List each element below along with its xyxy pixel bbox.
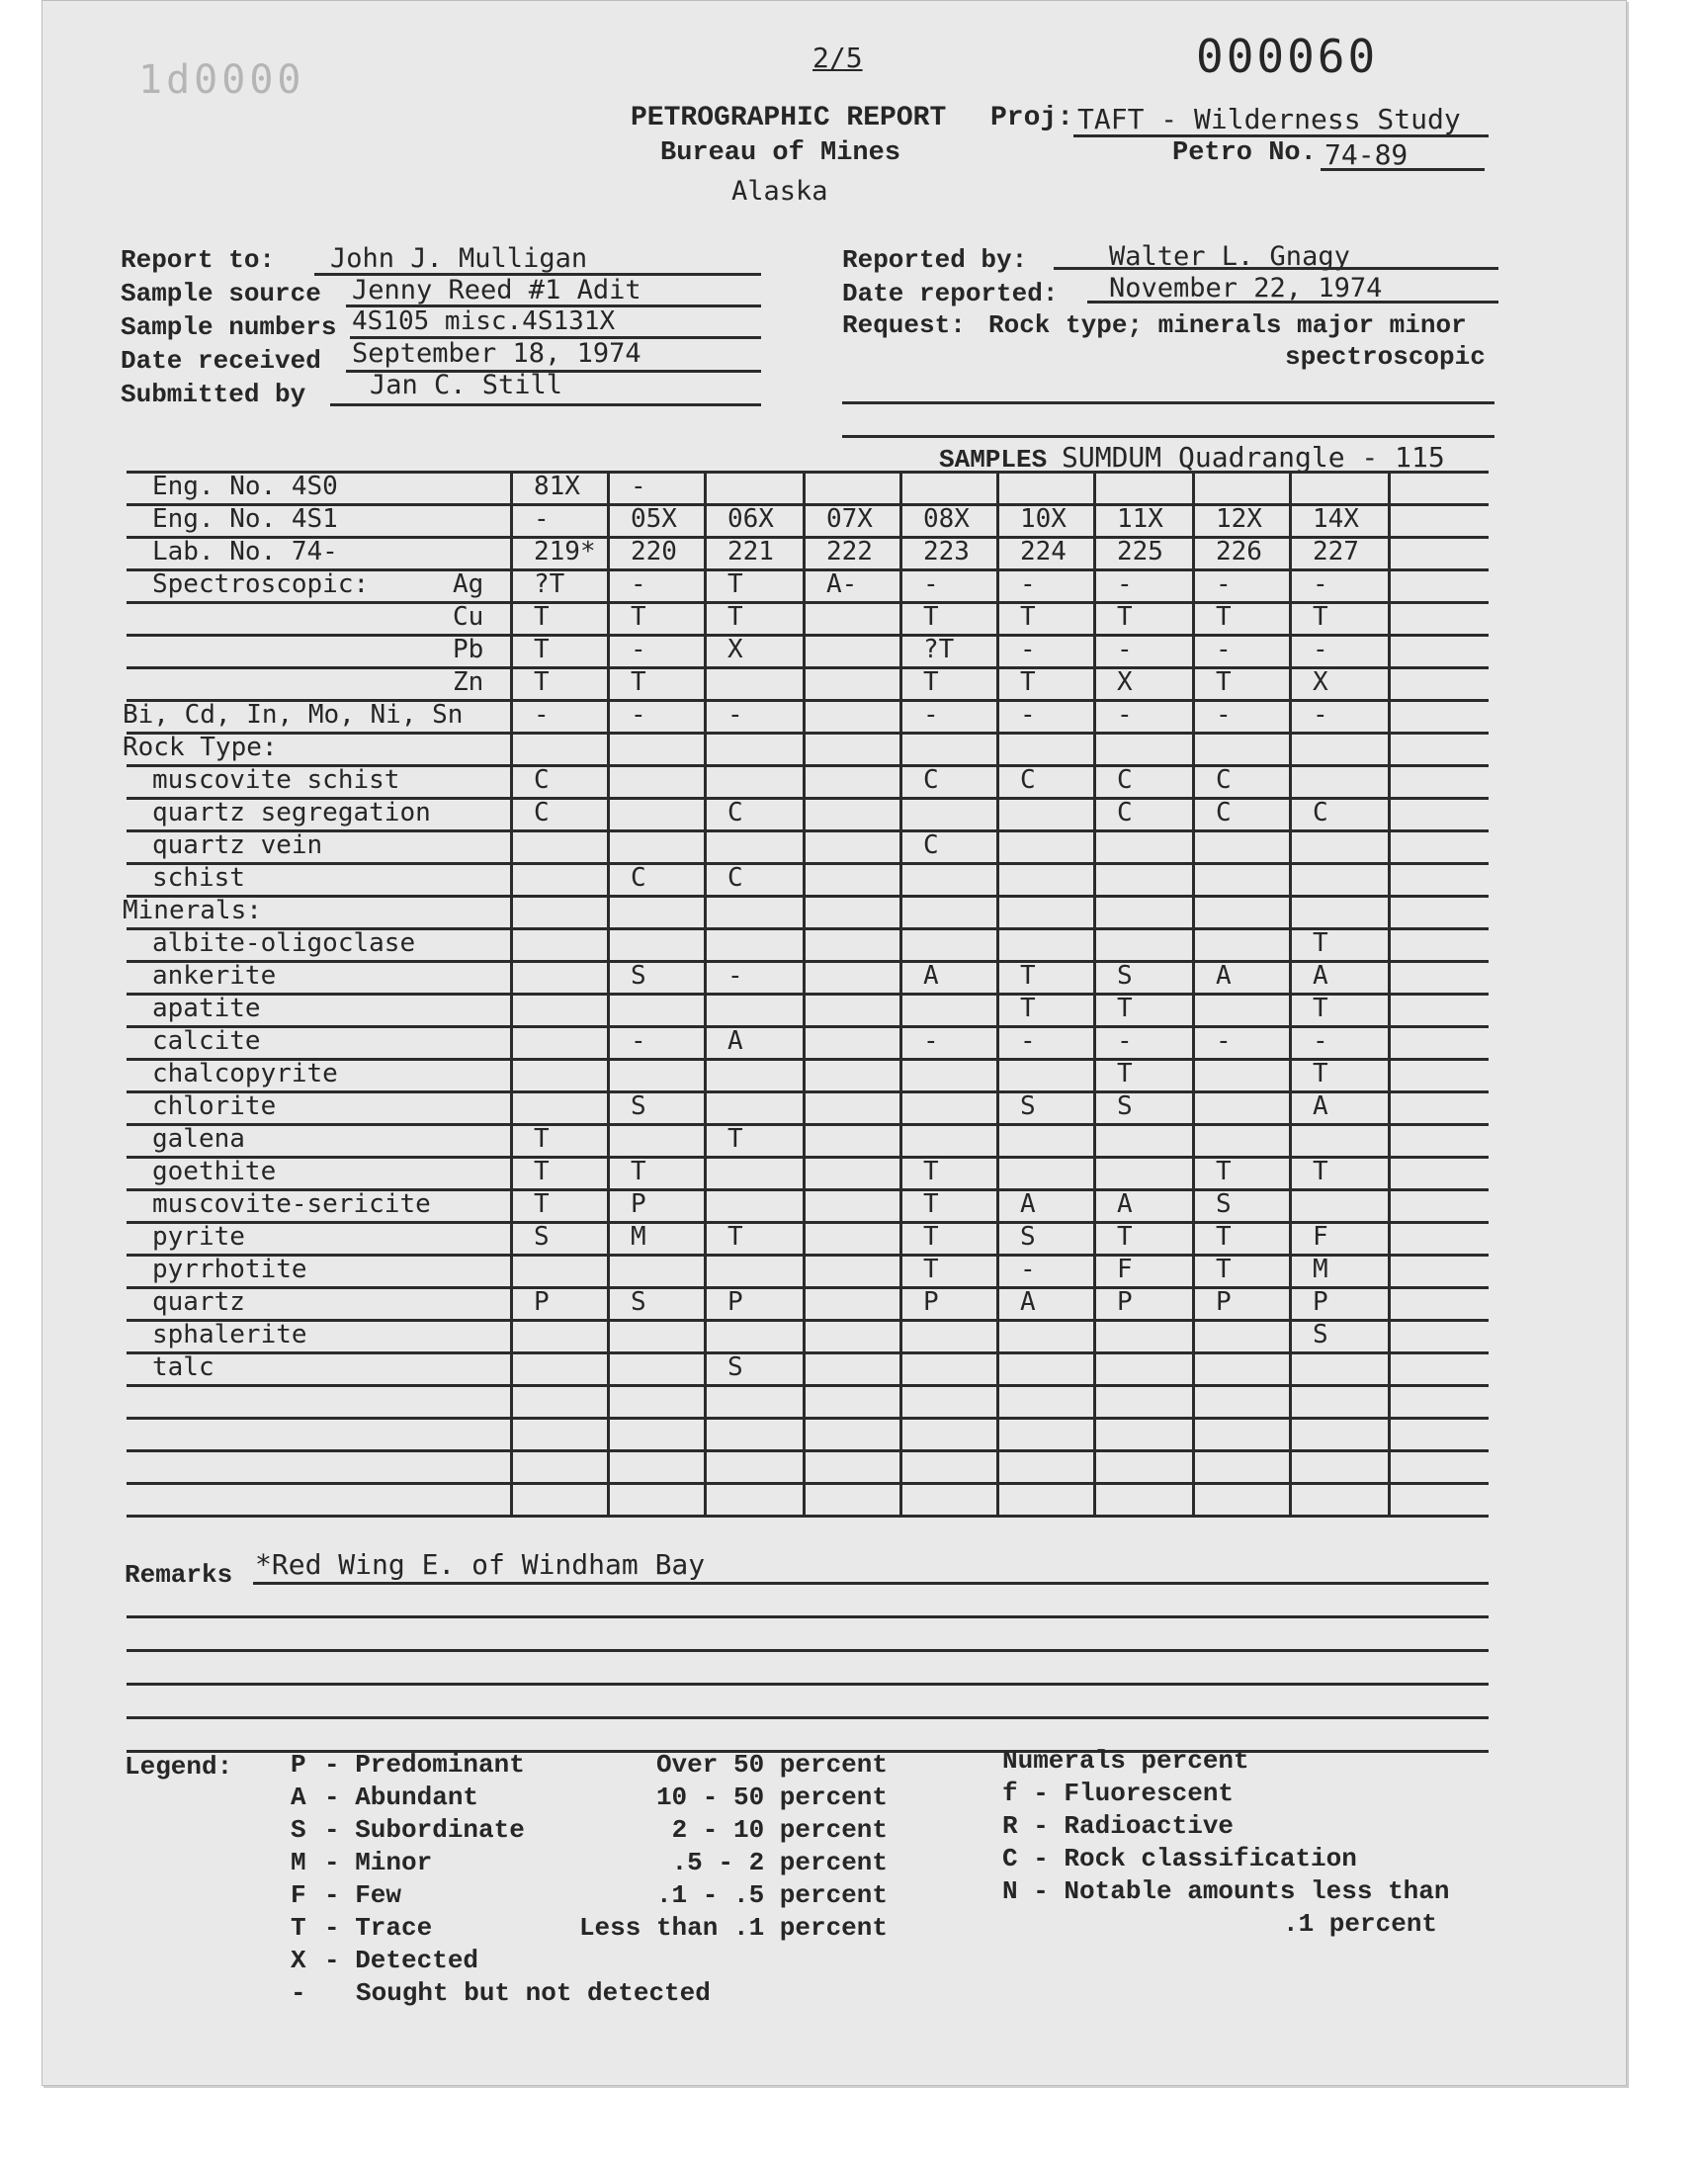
table-cell: T bbox=[923, 1157, 939, 1186]
row-rule bbox=[127, 1319, 1489, 1322]
table-cell: T bbox=[1216, 602, 1232, 632]
table-cell: - bbox=[1020, 1255, 1036, 1284]
table-cell: C bbox=[534, 765, 550, 795]
table-cell: T bbox=[1020, 961, 1036, 991]
table-cell: - bbox=[631, 635, 646, 664]
remarks-text: *Red Wing E. of Windham Bay bbox=[255, 1548, 706, 1581]
request-line-1: Rock type; minerals major minor bbox=[988, 310, 1467, 340]
faded-stamp: 1d0000 bbox=[138, 57, 305, 103]
table-cell: 223 bbox=[923, 537, 970, 566]
proj-label: Proj: bbox=[990, 103, 1074, 133]
table-cell: S bbox=[631, 1287, 646, 1317]
table-cell: T bbox=[1313, 1157, 1328, 1186]
table-cell: A bbox=[1216, 961, 1232, 991]
table-cell: P bbox=[923, 1287, 939, 1317]
report-to-label: Report to: bbox=[121, 245, 276, 275]
table-cell: T bbox=[534, 1189, 550, 1219]
row-label: quartz bbox=[152, 1287, 245, 1317]
petro-value: 74-89 bbox=[1324, 138, 1409, 171]
date-reported-label: Date reported: bbox=[842, 279, 1059, 308]
agency: Bureau of Mines bbox=[660, 138, 901, 168]
legend-range: 10 - 50 percent bbox=[655, 1783, 888, 1812]
page-title: PETROGRAPHIC REPORT bbox=[631, 103, 947, 133]
table-cell: C bbox=[534, 798, 550, 827]
report-to: John J. Mulligan bbox=[330, 243, 588, 274]
sample-numbers-label: Sample numbers bbox=[121, 312, 337, 342]
legend-description: - Predominant bbox=[324, 1750, 525, 1780]
row-label: Eng. No. 4S0 bbox=[152, 472, 338, 501]
legend-label: Legend: bbox=[125, 1752, 233, 1782]
table-cell: - bbox=[1313, 1026, 1328, 1056]
table-cell: - bbox=[1020, 1026, 1036, 1056]
sample-source: Jenny Reed #1 Adit bbox=[352, 275, 641, 305]
sample-source-label: Sample source bbox=[121, 279, 321, 308]
table-cell: P bbox=[1117, 1287, 1133, 1317]
table-cell: - bbox=[1216, 1026, 1232, 1056]
row-rule bbox=[127, 1123, 1489, 1126]
table-cell: T bbox=[1117, 994, 1133, 1023]
legend-code: P bbox=[291, 1750, 306, 1780]
table-cell: - bbox=[923, 569, 939, 599]
legend-code: S bbox=[291, 1815, 306, 1845]
table-cell: C bbox=[1216, 798, 1232, 827]
table-cell: T bbox=[1216, 1222, 1232, 1252]
date-reported: November 22, 1974 bbox=[1109, 273, 1383, 304]
legend-range: .5 - 2 percent bbox=[671, 1848, 888, 1877]
table-cell: 221 bbox=[727, 537, 774, 566]
samples-label: SAMPLES bbox=[939, 445, 1048, 475]
submitted-by-label: Submitted by bbox=[121, 380, 306, 409]
table-cell: 224 bbox=[1020, 537, 1067, 566]
legend-range: Less than .1 percent bbox=[578, 1913, 888, 1943]
row-label: quartz segregation bbox=[152, 798, 431, 827]
row-rule bbox=[127, 666, 1489, 669]
table-cell: A bbox=[1020, 1189, 1036, 1219]
table-cell: - bbox=[631, 1026, 646, 1056]
table-cell: 08X bbox=[923, 504, 970, 534]
legend-code: - bbox=[291, 1978, 306, 2008]
table-cell: A bbox=[1313, 1091, 1328, 1121]
sample-numbers: 4S105 misc.4S131X bbox=[352, 306, 616, 336]
table-cell: T bbox=[534, 1124, 550, 1154]
samples-quadrangle: SUMDUM Quadrangle - 115 bbox=[1062, 441, 1445, 474]
element-symbol: Ag bbox=[453, 569, 484, 599]
table-cell: C bbox=[1020, 765, 1036, 795]
row-label: sphalerite bbox=[152, 1320, 307, 1349]
table-cell: 12X bbox=[1216, 504, 1262, 534]
table-cell: - bbox=[1020, 569, 1036, 599]
row-label: albite-oligoclase bbox=[152, 928, 416, 958]
element-symbol: Pb bbox=[453, 635, 484, 664]
table-cell: A bbox=[923, 961, 939, 991]
element-symbol: Zn bbox=[453, 667, 484, 697]
table-cell: A bbox=[727, 1026, 743, 1056]
table-cell: T bbox=[631, 602, 646, 632]
table-cell: C bbox=[923, 830, 939, 860]
table-cell: T bbox=[1020, 994, 1036, 1023]
table-cell: C bbox=[1313, 798, 1328, 827]
table-cell: T bbox=[534, 635, 550, 664]
legend-description: - Abundant bbox=[324, 1783, 479, 1812]
row-rule bbox=[127, 895, 1489, 898]
legend-description: - Few bbox=[324, 1880, 402, 1910]
table-cell: S bbox=[1313, 1320, 1328, 1349]
table-cell: - bbox=[727, 700, 743, 730]
row-rule bbox=[127, 1156, 1489, 1159]
reported-by: Walter L. Gnagy bbox=[1109, 241, 1350, 272]
table-cell: - bbox=[631, 472, 646, 501]
legend-description: - Trace bbox=[324, 1913, 433, 1943]
table-cell: T bbox=[1117, 602, 1133, 632]
legend-description: - Subordinate bbox=[324, 1815, 525, 1845]
blank-row-rule bbox=[127, 1515, 1489, 1518]
table-cell: 07X bbox=[826, 504, 873, 534]
table-cell: S bbox=[1020, 1091, 1036, 1121]
legend-description: - Detected bbox=[324, 1946, 479, 1975]
table-cell: T bbox=[534, 1157, 550, 1186]
table-cell: C bbox=[1216, 765, 1232, 795]
table-cell: C bbox=[631, 863, 646, 893]
row-label: pyrrhotite bbox=[152, 1255, 307, 1284]
row-label: Spectroscopic: bbox=[152, 569, 370, 599]
table-cell: S bbox=[1020, 1222, 1036, 1252]
table-cell: S bbox=[1216, 1189, 1232, 1219]
table-cell: T bbox=[727, 1222, 743, 1252]
table-cell: T bbox=[923, 1189, 939, 1219]
row-label: Bi, Cd, In, Mo, Ni, Sn bbox=[123, 700, 464, 730]
row-rule bbox=[127, 1351, 1489, 1354]
table-cell: 227 bbox=[1313, 537, 1359, 566]
row-label: Eng. No. 4S1 bbox=[152, 504, 338, 534]
legend-code: M bbox=[291, 1848, 306, 1877]
table-cell: A- bbox=[826, 569, 858, 599]
table-cell: T bbox=[1216, 1255, 1232, 1284]
table-cell: - bbox=[923, 700, 939, 730]
table-cell: P bbox=[534, 1287, 550, 1317]
region: Alaska bbox=[731, 176, 828, 207]
table-cell: - bbox=[631, 700, 646, 730]
table-cell: T bbox=[727, 1124, 743, 1154]
row-rule bbox=[127, 732, 1489, 735]
row-label: apatite bbox=[152, 994, 261, 1023]
legend-code: X bbox=[291, 1946, 306, 1975]
row-rule bbox=[127, 993, 1489, 996]
request-line-2: spectroscopic bbox=[1285, 342, 1486, 372]
legend-description: - Minor bbox=[324, 1848, 433, 1877]
table-cell: S bbox=[631, 1091, 646, 1121]
table-cell: 81X bbox=[534, 472, 580, 501]
row-rule bbox=[127, 1286, 1489, 1289]
row-label: chalcopyrite bbox=[152, 1059, 338, 1088]
legend-note: C - Rock classification bbox=[1002, 1844, 1357, 1873]
table-cell: S bbox=[534, 1222, 550, 1252]
legend-note: f - Fluorescent bbox=[1002, 1779, 1235, 1808]
table-cell: T bbox=[727, 602, 743, 632]
table-cell: A bbox=[1117, 1189, 1133, 1219]
table-cell: T bbox=[631, 1157, 646, 1186]
table-cell: S bbox=[631, 961, 646, 991]
row-label: pyrite bbox=[152, 1222, 245, 1252]
legend-range: Over 50 percent bbox=[655, 1750, 888, 1780]
row-rule bbox=[127, 1384, 1489, 1387]
row-rule bbox=[127, 634, 1489, 637]
table-cell: - bbox=[1020, 635, 1036, 664]
table-cell: T bbox=[1313, 994, 1328, 1023]
row-label: quartz vein bbox=[152, 830, 323, 860]
table-cell: 226 bbox=[1216, 537, 1262, 566]
table-cell: - bbox=[534, 700, 550, 730]
table-cell: P bbox=[1313, 1287, 1328, 1317]
petro-label: Petro No. bbox=[1172, 138, 1317, 168]
table-cell: X bbox=[727, 635, 743, 664]
table-cell: T bbox=[923, 602, 939, 632]
table-cell: S bbox=[727, 1352, 743, 1382]
table-cell: T bbox=[1020, 602, 1036, 632]
table-cell: - bbox=[1117, 569, 1133, 599]
table-cell: A bbox=[1313, 961, 1328, 991]
table-cell: C bbox=[1117, 765, 1133, 795]
table-cell: T bbox=[1117, 1059, 1133, 1088]
table-cell: P bbox=[1216, 1287, 1232, 1317]
table-cell: T bbox=[923, 1222, 939, 1252]
table-cell: T bbox=[1216, 667, 1232, 697]
table-cell: A bbox=[1020, 1287, 1036, 1317]
table-cell: 05X bbox=[631, 504, 677, 534]
table-cell: - bbox=[1117, 700, 1133, 730]
table-cell: ?T bbox=[534, 569, 565, 599]
table-cell: C bbox=[1117, 798, 1133, 827]
table-cell: T bbox=[1020, 667, 1036, 697]
table-cell: 220 bbox=[631, 537, 677, 566]
date-received-label: Date received bbox=[121, 346, 321, 376]
table-cell: C bbox=[727, 863, 743, 893]
table-cell: - bbox=[1216, 635, 1232, 664]
blank-row-rule bbox=[127, 1482, 1489, 1485]
doc-number: 000060 bbox=[1196, 30, 1379, 83]
legend-note: R - Radioactive bbox=[1002, 1811, 1235, 1841]
table-cell: 06X bbox=[727, 504, 774, 534]
legend-code: T bbox=[291, 1913, 306, 1943]
table-cell: C bbox=[727, 798, 743, 827]
row-rule bbox=[127, 862, 1489, 865]
row-label: galena bbox=[152, 1124, 245, 1154]
table-cell: T bbox=[1117, 1222, 1133, 1252]
table-cell: - bbox=[1313, 569, 1328, 599]
row-rule bbox=[127, 1090, 1489, 1093]
row-rule bbox=[127, 829, 1489, 832]
table-cell: M bbox=[1313, 1255, 1328, 1284]
table-cell: T bbox=[534, 667, 550, 697]
table-cell: T bbox=[923, 1255, 939, 1284]
table-cell: X bbox=[1117, 667, 1133, 697]
table-cell: S bbox=[1117, 961, 1133, 991]
legend-range: .1 - .5 percent bbox=[655, 1880, 888, 1910]
table-cell: - bbox=[1020, 700, 1036, 730]
table-cell: 14X bbox=[1313, 504, 1359, 534]
legend-code: A bbox=[291, 1783, 306, 1812]
row-label: talc bbox=[152, 1352, 214, 1382]
row-label: Lab. No. 74- bbox=[152, 537, 338, 566]
table-cell: F bbox=[1117, 1255, 1133, 1284]
table-cell: - bbox=[1117, 635, 1133, 664]
table-cell: T bbox=[631, 667, 646, 697]
table-cell: ?T bbox=[923, 635, 955, 664]
row-label: Rock Type: bbox=[123, 733, 278, 762]
table-cell: - bbox=[1216, 700, 1232, 730]
table-cell: - bbox=[631, 569, 646, 599]
row-label: goethite bbox=[152, 1157, 277, 1186]
table-cell: C bbox=[923, 765, 939, 795]
legend-note: Numerals percent bbox=[1002, 1746, 1249, 1776]
table-cell: P bbox=[631, 1189, 646, 1219]
row-rule bbox=[127, 1025, 1489, 1028]
submitted-by: Jan C. Still bbox=[370, 370, 563, 400]
table-cell: - bbox=[727, 961, 743, 991]
table-cell: - bbox=[1313, 635, 1328, 664]
row-rule bbox=[127, 1254, 1489, 1257]
table-cell: - bbox=[1216, 569, 1232, 599]
table-cell: 219* bbox=[534, 537, 596, 566]
row-label: muscovite schist bbox=[152, 765, 400, 795]
table-cell: M bbox=[631, 1222, 646, 1252]
remarks-label: Remarks bbox=[125, 1560, 233, 1590]
blank-row-rule bbox=[127, 1417, 1489, 1420]
row-label: muscovite-sericite bbox=[152, 1189, 431, 1219]
table-cell: T bbox=[1313, 1059, 1328, 1088]
table-cell: T bbox=[1313, 928, 1328, 958]
row-label: calcite bbox=[152, 1026, 261, 1056]
table-cell: - bbox=[534, 504, 550, 534]
table-cell: F bbox=[1313, 1222, 1328, 1252]
row-label: chlorite bbox=[152, 1091, 277, 1121]
row-rule bbox=[127, 960, 1489, 963]
legend-code: F bbox=[291, 1880, 306, 1910]
table-cell: 225 bbox=[1117, 537, 1163, 566]
legend-description: Sought but not detected bbox=[356, 1978, 711, 2008]
table-cell: T bbox=[923, 667, 939, 697]
date-received: September 18, 1974 bbox=[352, 338, 641, 369]
table-cell: 10X bbox=[1020, 504, 1067, 534]
legend-note: N - Notable amounts less than bbox=[1002, 1876, 1450, 1906]
table-cell: S bbox=[1117, 1091, 1133, 1121]
table-cell: T bbox=[534, 602, 550, 632]
reported-by-label: Reported by: bbox=[842, 245, 1028, 275]
table-cell: T bbox=[1216, 1157, 1232, 1186]
row-label: schist bbox=[152, 863, 245, 893]
table-cell: - bbox=[1117, 1026, 1133, 1056]
row-label: ankerite bbox=[152, 961, 277, 991]
legend-note: .1 percent bbox=[1283, 1909, 1438, 1939]
table-cell: T bbox=[727, 569, 743, 599]
table-cell: X bbox=[1313, 667, 1328, 697]
table-cell: 222 bbox=[826, 537, 873, 566]
row-rule bbox=[127, 1221, 1489, 1224]
row-label: Minerals: bbox=[123, 896, 262, 925]
table-cell: 11X bbox=[1117, 504, 1163, 534]
blank-row-rule bbox=[127, 1449, 1489, 1452]
table-cell: T bbox=[1313, 602, 1328, 632]
table-cell: - bbox=[923, 1026, 939, 1056]
proj-value: TAFT - Wilderness Study bbox=[1077, 103, 1461, 135]
legend-range: 2 - 10 percent bbox=[671, 1815, 888, 1845]
element-symbol: Cu bbox=[453, 602, 484, 632]
table-cell: P bbox=[727, 1287, 743, 1317]
table-cell: - bbox=[1313, 700, 1328, 730]
request-label: Request: bbox=[842, 310, 966, 340]
row-rule bbox=[127, 601, 1489, 604]
page-fraction: 2/5 bbox=[812, 42, 863, 74]
